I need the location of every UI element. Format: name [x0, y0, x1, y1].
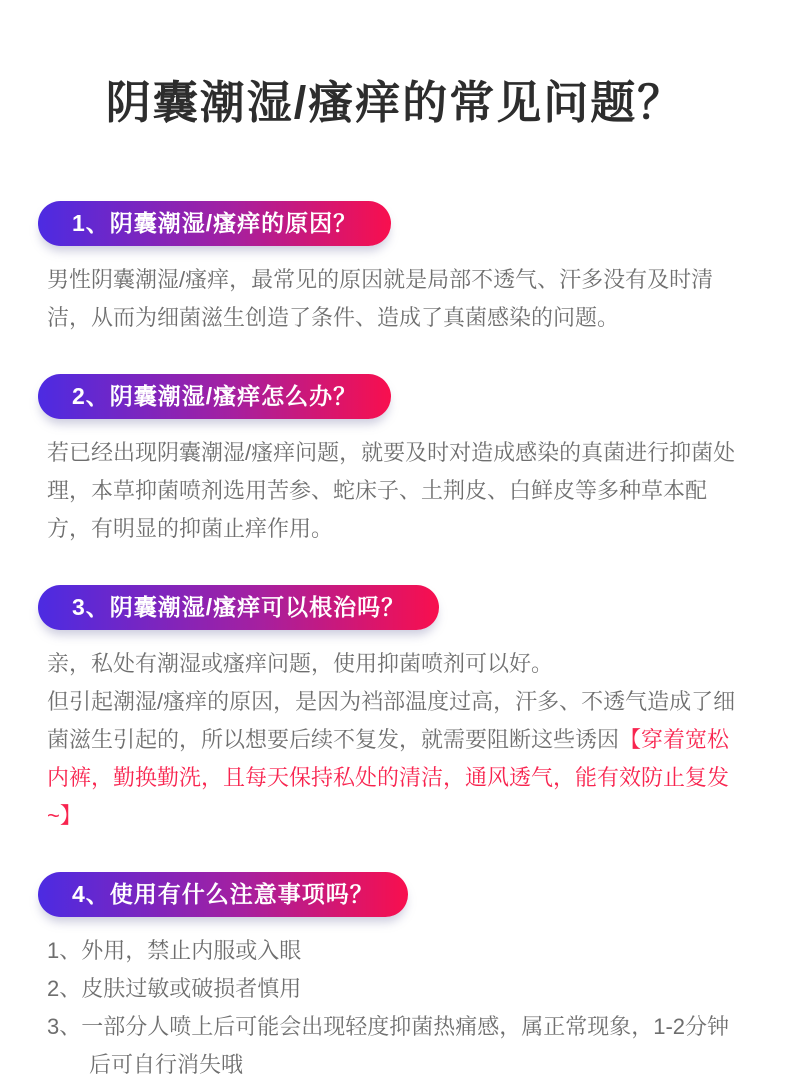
faq-section-cure [38, 585, 748, 835]
faq-section-treatment [38, 374, 748, 548]
section-2-heading-pill [38, 374, 391, 419]
section-4-heading-pill [38, 872, 408, 917]
section-3-heading-pill [38, 585, 439, 630]
section-3-body [47, 683, 748, 835]
section-2-heading: 2、阴囊潮湿/瘙痒怎么办？ [72, 383, 358, 409]
precaution-item-3: 3、一部分人喷上后可能会出现轻度抑菌热痛感，属正常现象，1-2分钟后可自行消失哦 [47, 1014, 730, 1077]
faq-section-causes [38, 201, 748, 337]
precaution-list [47, 932, 748, 1084]
section-1-heading-pill [38, 201, 391, 246]
section-3-heading: 3、阴囊潮湿/瘙痒可以根治吗？ [72, 594, 406, 620]
section-3-body-highlight: 【穿着宽松内裤，勤换勤洗，且每天保持私处的清洁，通风透气，能有效防止复发~】 [47, 727, 730, 828]
section-2-body: 若已经出现阴囊潮湿/瘙痒问题，就要及时对造成感染的真菌进行抑菌处理，本草抑菌喷剂选用苦参、蛇床子、土荆皮、白鲜皮等多种草本配方，有明显的抑菌止痒作用。 [47, 440, 736, 541]
section-4-heading: 4、使用有什么注意事项吗？ [72, 881, 374, 907]
page-title: 阴囊潮湿/瘙痒的常见问题？ [105, 77, 685, 128]
precaution-item-1: 1、外用，禁止内服或入眼 [47, 938, 302, 963]
faq-content [0, 201, 790, 1084]
section-3-body-normal: 但引起潮湿/瘙痒的原因，是因为裆部温度过高，汗多、不透气造成了细菌滋生引起的，所以想要后续不复发，就需要阻断这些诱因 [47, 689, 736, 752]
precaution-item-2: 2、皮肤过敏或破损者慎用 [47, 976, 302, 1001]
section-3-line1: 亲，私处有潮湿或瘙痒问题，使用抑菌喷剂可以好。 [47, 651, 554, 676]
faq-section-precautions [38, 872, 748, 1084]
section-1-body: 男性阴囊潮湿/瘙痒，最常见的原因就是局部不透气、汗多没有及时清洁，从而为细菌滋生创造了条件、造成了真菌感染的问题。 [47, 267, 714, 330]
section-1-heading: 1、阴囊潮湿/瘙痒的原因？ [72, 210, 358, 236]
